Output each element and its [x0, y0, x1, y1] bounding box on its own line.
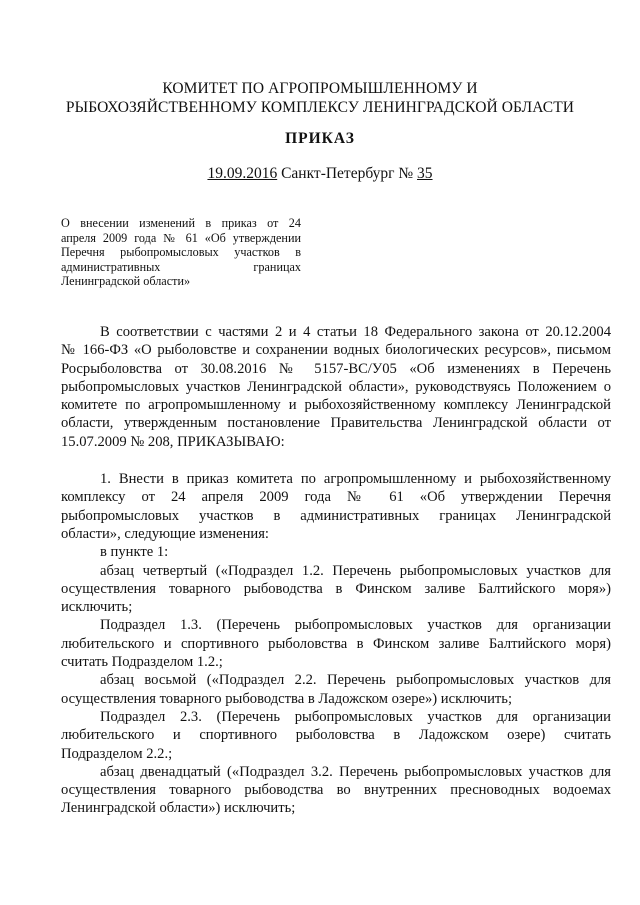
amendment-line: Подразделом 2.2.; — [61, 745, 173, 762]
amendment-line: любительского и спортивного рыболовства в Ладожском озере) считать — [61, 727, 611, 744]
subject-line: Перечня рыбопромысловых участков в — [61, 245, 301, 260]
preamble-line: Росрыболовства от 30.08.2016 № 5157-ВС/У05 «Об изменениях в Перечень — [61, 360, 611, 377]
preamble-line: рыбопромысловых участков Ленинградской области», руководствуясь Положением о — [61, 378, 611, 395]
amendment-line: абзац восьмой («Подраздел 2.2. Перечень рыбопромысловых участков для — [100, 672, 611, 689]
amendment-paragraph — [61, 616, 611, 671]
item-1-line: рыбопромысловых участков в административных границах Ленинградской — [61, 507, 611, 524]
preamble-line: комитете по агропромышленному и рыбохозяйственному комплексу Ленинградской — [61, 397, 611, 414]
item-1-line: области», следующие изменения: — [61, 525, 269, 542]
preamble-paragraph — [61, 323, 611, 451]
subject-line: административных границах — [61, 259, 301, 274]
point-1-label: в пункте 1: — [100, 544, 169, 561]
amendment-paragraph — [61, 562, 611, 617]
header-line-2: РЫБОХОЗЯЙСТВЕННОМУ КОМПЛЕКСУ ЛЕНИНГРАДСКОЙ ОБЛАСТИ — [65, 99, 575, 116]
committee-header — [0, 79, 640, 117]
order-city: Санкт-Петербург — [281, 165, 395, 182]
order-subject — [61, 216, 301, 289]
subject-line: апреля 2009 года № 61 «Об утверждении — [61, 230, 301, 245]
amendment-line: абзац четвертый («Подраздел 1.2. Перечень рыбопромысловых участков для — [100, 562, 611, 579]
header-line-1: КОМИТЕТ ПО АГРОПРОМЫШЛЕННОМУ И — [162, 80, 478, 97]
amendment-paragraph — [61, 671, 611, 708]
order-date: 19.09.2016 — [207, 165, 278, 182]
amendment-line: осуществления товарного рыбоводства во внутренних пресноводных водоемах — [61, 782, 611, 799]
preamble-line: области, утвержденным постановление Правительства Ленинградской области от — [61, 415, 611, 432]
amendment-line: Подраздел 1.3. (Перечень рыбопромысловых участков для организации — [100, 617, 611, 634]
preamble-line: 15.07.2009 № 208, ПРИКАЗЫВАЮ: — [61, 433, 285, 450]
amendment-paragraph — [61, 763, 611, 818]
amendment-line: осуществления товарного рыбоводства в Финском заливе Балтийского моря») — [61, 580, 611, 597]
preamble-line: В соответствии с частями 2 и 4 статьи 18 Федерального закона от 20.12.2004 — [100, 324, 611, 340]
amendment-paragraph — [61, 708, 611, 763]
paragraph-gap — [61, 451, 611, 470]
item-1-paragraph — [61, 470, 611, 543]
order-number: 35 — [417, 165, 433, 182]
subject-line: Ленинградской области» — [61, 274, 191, 289]
order-number-sign: № — [398, 165, 414, 182]
amendment-line: осуществления товарного рыбоводства в Ладожском озере») исключить; — [61, 690, 513, 707]
amendment-line: считать Подразделом 1.2.; — [61, 654, 223, 671]
amendment-line: абзац двенадцатый («Подраздел 3.2. Перечень рыбопромысловых участков для — [100, 763, 611, 780]
preamble-line: № 166-ФЗ «О рыболовстве и сохранении водных биологических ресурсов», письмом — [61, 342, 611, 359]
order-body — [61, 323, 611, 818]
item-1-line: 1. Внести в приказ комитета по агропромышленному и рыбохозяйственному — [100, 471, 611, 488]
subject-line: О внесении изменений в приказ от 24 — [61, 216, 301, 230]
item-1-line: комплексу от 24 апреля 2009 года № 61 «Об утверждении Перечня — [61, 489, 611, 506]
amendment-line: Подраздел 2.3. (Перечень рыбопромысловых участков для организации — [100, 708, 611, 725]
amendment-line: любительского и спортивного рыболовства в Финском заливе Балтийского моря) — [61, 635, 611, 652]
amendment-line: исключить; — [61, 599, 133, 616]
dateline — [0, 165, 640, 183]
document-title: ПРИКАЗ — [285, 130, 355, 147]
amendment-line: Ленинградской области») исключить; — [61, 800, 296, 817]
